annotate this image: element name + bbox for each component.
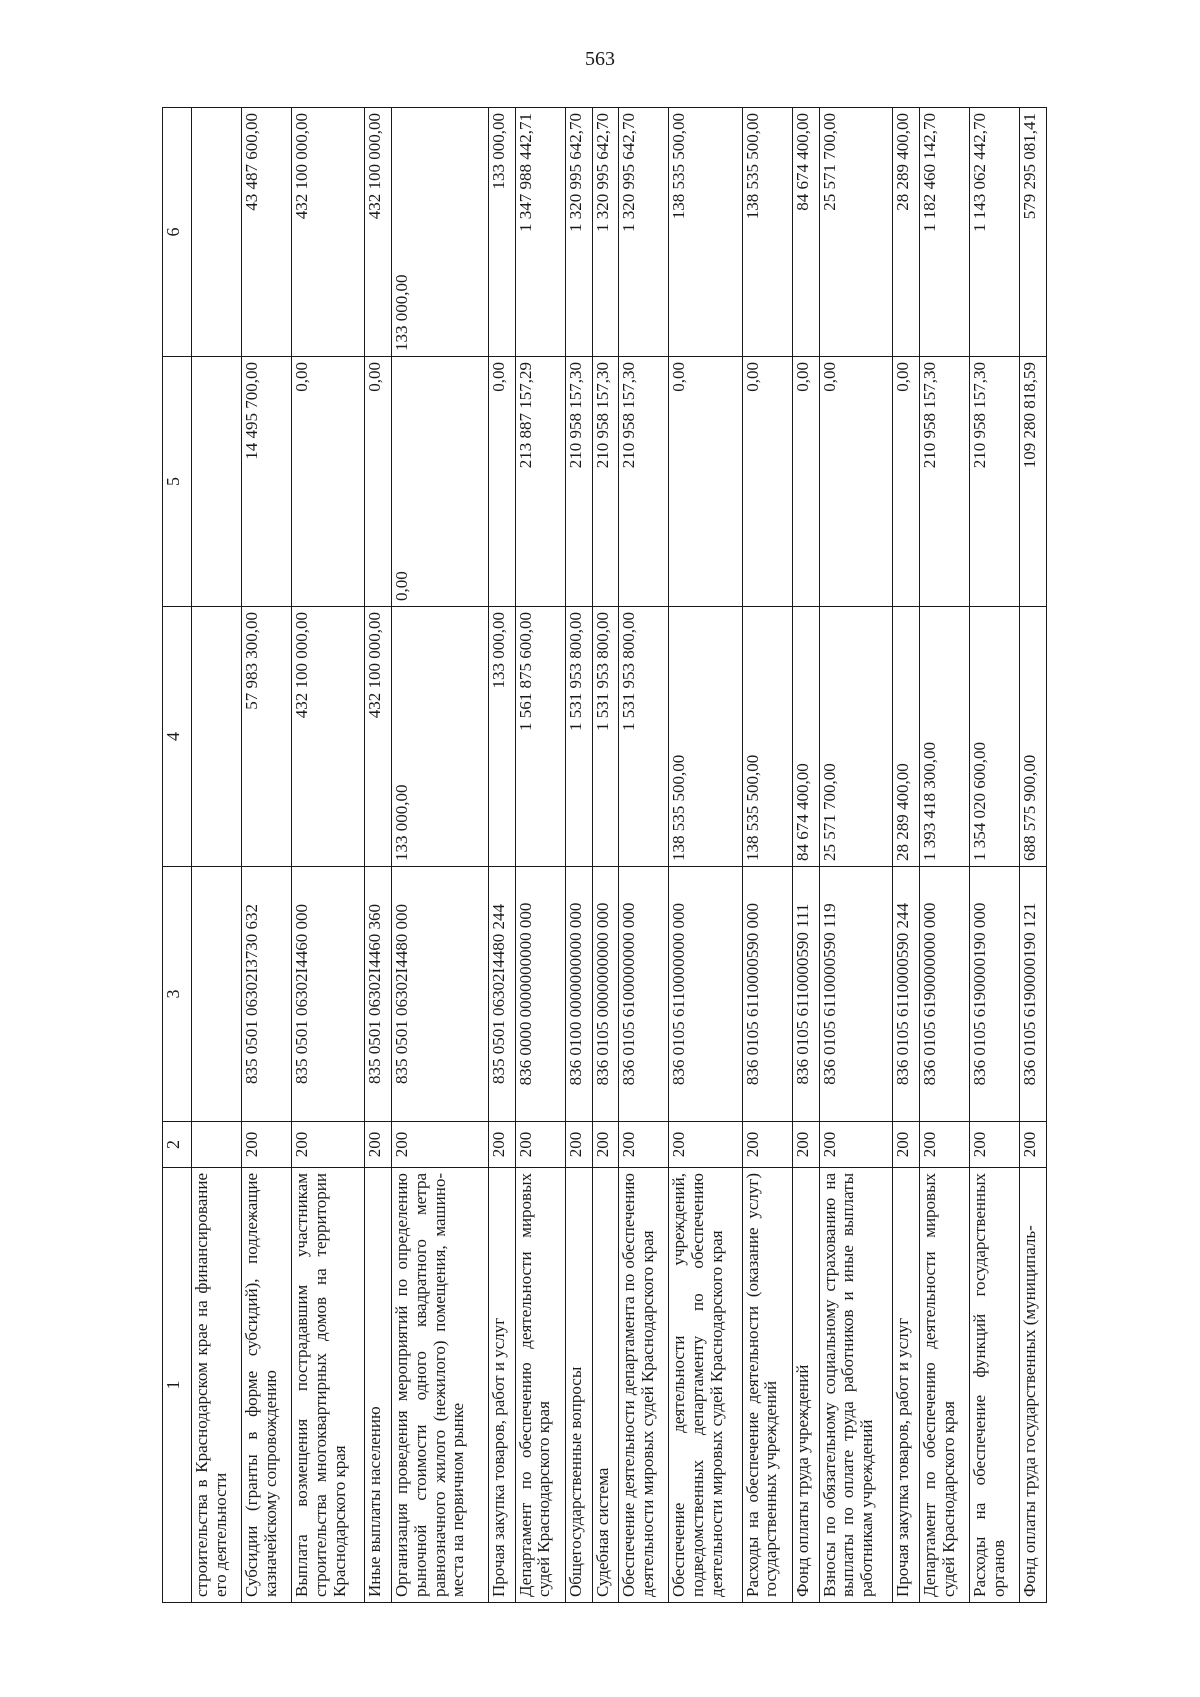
executed-amount: 0,00 (392, 357, 488, 607)
table-row (565, 108, 592, 1603)
budget-code: 836 0105 6100000000 000 (619, 867, 669, 1122)
budget-code: 835 0501 06302I4480 244 (488, 867, 515, 1122)
executed-amount: 0,00 (742, 357, 792, 607)
row-name: Выплата возмещения пострадавшим участникам строительства многоквартирных домов на территории Краснодарского края (292, 1168, 365, 1603)
table-row (819, 108, 892, 1603)
table-row (292, 108, 365, 1603)
row-name: Фонд оплаты труда учреждений (792, 1168, 819, 1603)
executed-amount: 210 958 157,30 (619, 357, 669, 607)
table-row (619, 108, 669, 1603)
executed-amount: 213 887 157,29 (515, 357, 565, 607)
approved-amount: 1 354 020 600,00 (969, 607, 1019, 867)
remaining-amount (192, 108, 242, 357)
remaining-amount: 1 182 460 142,70 (919, 108, 969, 357)
row-name: Расходы на обеспечение функций государственных органов (969, 1168, 1019, 1603)
approved-amount: 138 535 500,00 (742, 607, 792, 867)
table-row (392, 108, 488, 1603)
remaining-amount: 28 289 400,00 (892, 108, 919, 357)
budget-code: 835 0501 06302I3730 632 (242, 867, 292, 1122)
executed-amount: 0,00 (669, 357, 742, 607)
budget-code: 836 0000 0000000000 000 (515, 867, 565, 1122)
budget-code: 836 0105 6110000590 000 (742, 867, 792, 1122)
table-row (192, 108, 242, 1603)
approved-amount: 432 100 000,00 (365, 607, 392, 867)
budget-code (192, 867, 242, 1122)
remaining-amount: 1 320 995 642,70 (565, 108, 592, 357)
column-header: 1 (163, 1168, 192, 1603)
row-name: Расходы на обеспечение деятельности (оказание услуг) государственных учреждений (742, 1168, 792, 1603)
row-name: строительства в Краснодарском крае на финансирование его деятельности (192, 1168, 242, 1603)
approved-amount: 1 393 418 300,00 (919, 607, 969, 867)
line-code (192, 1122, 242, 1168)
line-code: 200 (792, 1122, 819, 1168)
line-code: 200 (669, 1122, 742, 1168)
column-header: 2 (163, 1122, 192, 1168)
executed-amount: 0,00 (488, 357, 515, 607)
table-row (365, 108, 392, 1603)
budget-code: 836 0100 0000000000 000 (565, 867, 592, 1122)
executed-amount: 0,00 (892, 357, 919, 607)
budget-code: 836 0105 6110000590 244 (892, 867, 919, 1122)
row-name: Обеспечение деятельности учреждений, подведомственных департаменту по обеспечению деятельности мировых судей Краснодарского края (669, 1168, 742, 1603)
remaining-amount: 43 487 600,00 (242, 108, 292, 357)
executed-amount: 109 280 818,59 (1019, 357, 1046, 607)
approved-amount: 138 535 500,00 (669, 607, 742, 867)
table-row (669, 108, 742, 1603)
line-code: 200 (292, 1122, 365, 1168)
table-row (515, 108, 565, 1603)
line-code: 200 (365, 1122, 392, 1168)
approved-amount: 133 000,00 (392, 607, 488, 867)
table-row (919, 108, 969, 1603)
approved-amount: 1 561 875 600,00 (515, 607, 565, 867)
budget-code: 836 0105 0000000000 000 (592, 867, 619, 1122)
rotated-table-container (162, 108, 1047, 1603)
remaining-amount: 84 674 400,00 (792, 108, 819, 357)
executed-amount: 0,00 (819, 357, 892, 607)
row-name: Судебная система (592, 1168, 619, 1603)
remaining-amount: 432 100 000,00 (292, 108, 365, 357)
row-name: Иные выплаты населению (365, 1168, 392, 1603)
line-code: 200 (969, 1122, 1019, 1168)
column-header: 5 (163, 357, 192, 607)
remaining-amount: 1 320 995 642,70 (592, 108, 619, 357)
line-code: 200 (919, 1122, 969, 1168)
column-header: 3 (163, 867, 192, 1122)
line-code: 200 (892, 1122, 919, 1168)
line-code: 200 (565, 1122, 592, 1168)
column-header: 6 (163, 108, 192, 357)
line-code: 200 (242, 1122, 292, 1168)
budget-table (162, 107, 1047, 1603)
budget-code: 836 0105 6110000590 119 (819, 867, 892, 1122)
row-name: Департамент по обеспечению деятельности мировых судей Краснодарского края (515, 1168, 565, 1603)
approved-amount (192, 607, 242, 867)
approved-amount: 84 674 400,00 (792, 607, 819, 867)
approved-amount: 28 289 400,00 (892, 607, 919, 867)
executed-amount (192, 357, 242, 607)
line-code: 200 (488, 1122, 515, 1168)
remaining-amount: 133 000,00 (392, 108, 488, 357)
budget-code: 836 0105 6190000190 000 (969, 867, 1019, 1122)
row-name: Фонд оплаты труда государственных (муниципаль- (1019, 1168, 1046, 1603)
remaining-amount: 138 535 500,00 (742, 108, 792, 357)
table-row (792, 108, 819, 1603)
executed-amount: 210 958 157,30 (592, 357, 619, 607)
row-name: Взносы по обязательному социальному страхованию на выплаты по оплате труда работников и иные выплаты работникам учреждений (819, 1168, 892, 1603)
approved-amount: 1 531 953 800,00 (619, 607, 669, 867)
row-name: Прочая закупка товаров, работ и услуг (488, 1168, 515, 1603)
table-row (488, 108, 515, 1603)
row-name: Департамент по обеспечению деятельности мировых судей Краснодарского края (919, 1168, 969, 1603)
budget-code: 836 0105 6110000590 111 (792, 867, 819, 1122)
table-row (742, 108, 792, 1603)
budget-code: 836 0105 6190000000 000 (919, 867, 969, 1122)
approved-amount: 57 983 300,00 (242, 607, 292, 867)
remaining-amount: 579 295 081,41 (1019, 108, 1046, 357)
approved-amount: 688 575 900,00 (1019, 607, 1046, 867)
line-code: 200 (1019, 1122, 1046, 1168)
remaining-amount: 432 100 000,00 (365, 108, 392, 357)
page-number: 563 (585, 48, 615, 70)
line-code: 200 (592, 1122, 619, 1168)
table-row (242, 108, 292, 1603)
budget-code: 835 0501 06302I4460 000 (292, 867, 365, 1122)
approved-amount: 1 531 953 800,00 (565, 607, 592, 867)
column-header: 4 (163, 607, 192, 867)
approved-amount: 1 531 953 800,00 (592, 607, 619, 867)
approved-amount: 432 100 000,00 (292, 607, 365, 867)
table-row (1019, 108, 1046, 1603)
row-name: Прочая закупка товаров, работ и услуг (892, 1168, 919, 1603)
line-code: 200 (819, 1122, 892, 1168)
budget-code: 835 0501 06302I4480 000 (392, 867, 488, 1122)
budget-code: 835 0501 06302I4460 360 (365, 867, 392, 1122)
budget-code: 836 0105 6110000000 000 (669, 867, 742, 1122)
remaining-amount: 25 571 700,00 (819, 108, 892, 357)
row-name: Организация проведения мероприятий по определению рыночной стоимости одного квадратного метра равнозначного жилого (нежилого) помещения, машино-места на первичном рынке (392, 1168, 488, 1603)
executed-amount: 0,00 (292, 357, 365, 607)
remaining-amount: 138 535 500,00 (669, 108, 742, 357)
executed-amount: 0,00 (792, 357, 819, 607)
row-name: Субсидии (гранты в форме субсидий), подлежащие казначейскому сопровождению (242, 1168, 292, 1603)
table-row (969, 108, 1019, 1603)
line-code: 200 (742, 1122, 792, 1168)
executed-amount: 14 495 700,00 (242, 357, 292, 607)
approved-amount: 25 571 700,00 (819, 607, 892, 867)
line-code: 200 (392, 1122, 488, 1168)
row-name: Общегосударственные вопросы (565, 1168, 592, 1603)
approved-amount: 133 000,00 (488, 607, 515, 867)
row-name: Обеспечение деятельности департамента по обеспечению деятельности мировых судей Краснодарского края (619, 1168, 669, 1603)
executed-amount: 210 958 157,30 (969, 357, 1019, 607)
table-header-row (163, 108, 192, 1603)
remaining-amount: 1 347 988 442,71 (515, 108, 565, 357)
executed-amount: 210 958 157,30 (919, 357, 969, 607)
line-code: 200 (515, 1122, 565, 1168)
table-row (892, 108, 919, 1603)
executed-amount: 0,00 (365, 357, 392, 607)
remaining-amount: 133 000,00 (488, 108, 515, 357)
executed-amount: 210 958 157,30 (565, 357, 592, 607)
remaining-amount: 1 143 062 442,70 (969, 108, 1019, 357)
table-row (592, 108, 619, 1603)
line-code: 200 (619, 1122, 669, 1168)
remaining-amount: 1 320 995 642,70 (619, 108, 669, 357)
budget-code: 836 0105 6190000190 121 (1019, 867, 1046, 1122)
